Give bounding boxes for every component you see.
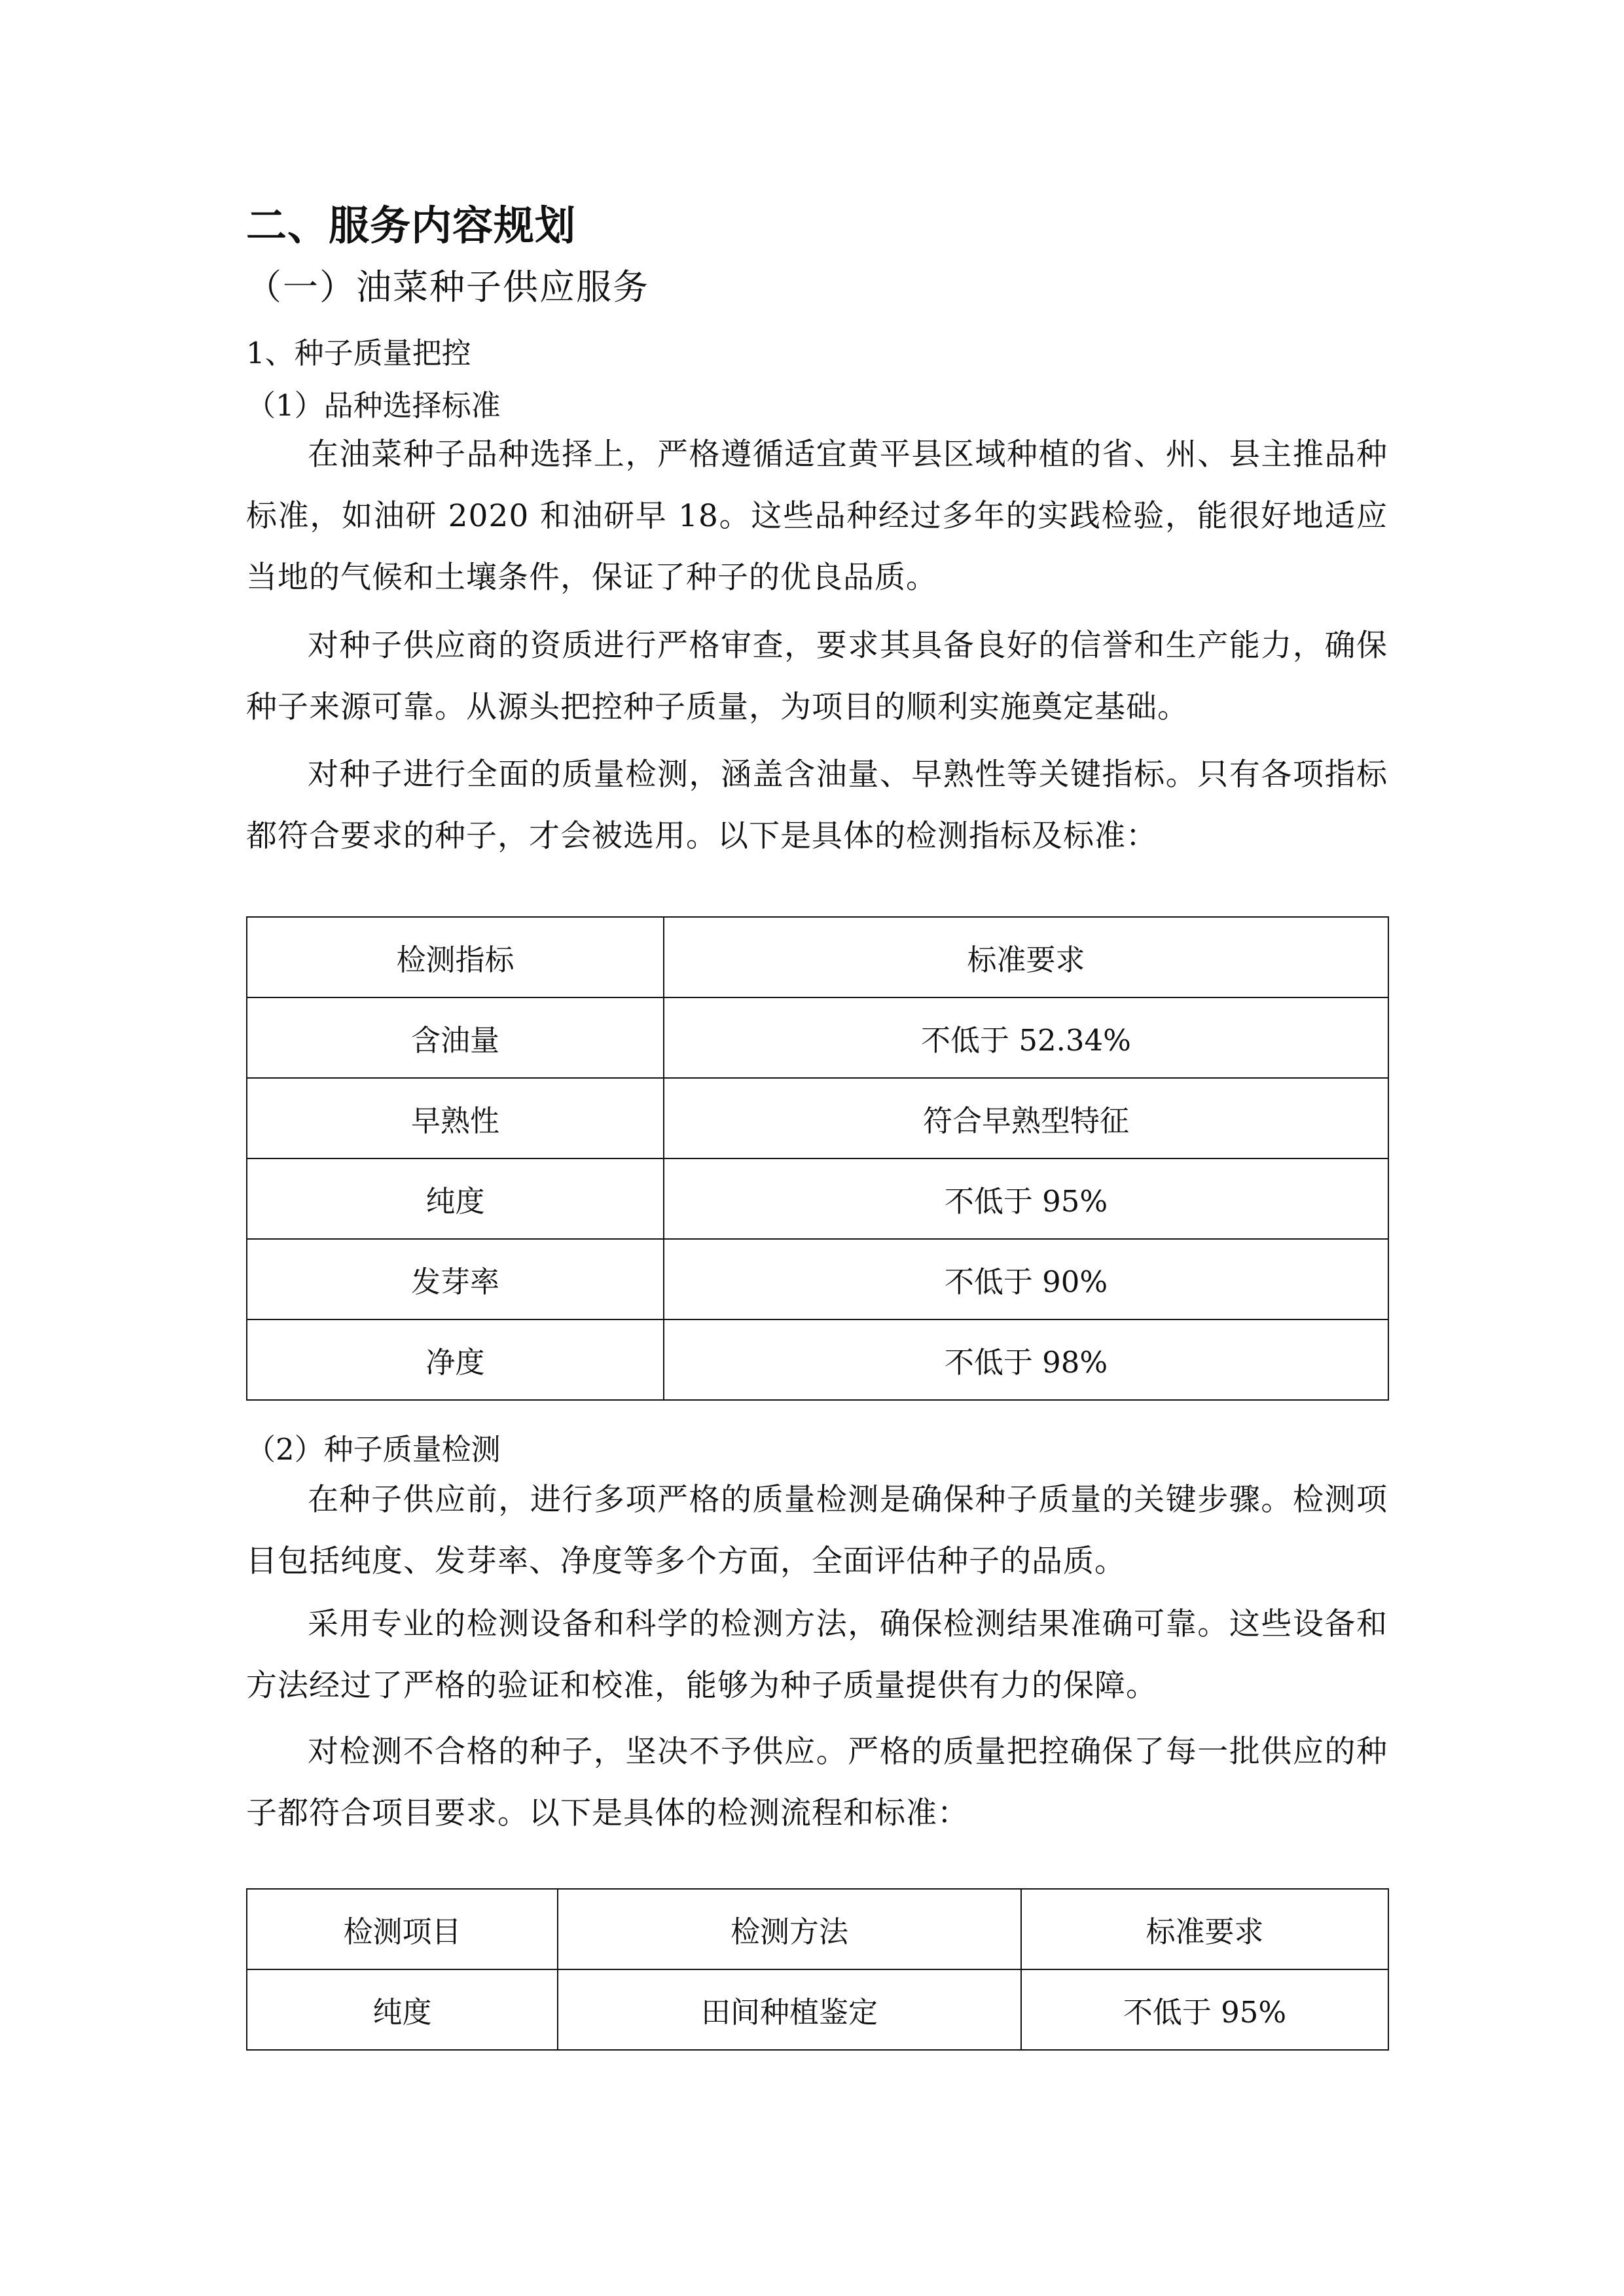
table-row (247, 1239, 1388, 1319)
subheading-quality-testing: （2）种子质量检测 (246, 1432, 501, 1467)
table-cell: 纯度 (247, 1969, 558, 2050)
table-row (247, 1078, 1388, 1158)
table-header-row (247, 1889, 1388, 1969)
testing-process-table (246, 1888, 1389, 2051)
table-cell: 田间种植鉴定 (558, 1969, 1021, 2050)
table-header-cell: 标准要求 (664, 917, 1388, 997)
table-row (247, 1158, 1388, 1239)
table-cell: 含油量 (247, 997, 664, 1078)
table-cell: 符合早熟型特征 (664, 1078, 1388, 1158)
table-row (247, 997, 1388, 1078)
table-header-cell: 检测项目 (247, 1889, 558, 1969)
table-cell: 净度 (247, 1319, 664, 1400)
quality-index-table (246, 916, 1389, 1401)
table-header-row (247, 917, 1388, 997)
subheading-variety-selection: （1）品种选择标准 (246, 388, 501, 423)
paragraph: 在种子供应前，进行多项严格的质量检测是确保种子质量的关键步骤。检测项目包括纯度、发芽率、净度等多个方面，全面评估种子的品质。 (246, 1482, 1388, 1579)
table-row (247, 1319, 1388, 1400)
item-heading: 1、种子质量把控 (246, 336, 471, 370)
table-cell: 早熟性 (247, 1078, 664, 1158)
table-cell: 不低于 52.34% (664, 997, 1388, 1078)
paragraph: 对种子供应商的资质进行严格审查，要求其具备良好的信誉和生产能力，确保种子来源可靠。从源头把控种子质量，为项目的顺利实施奠定基础。 (246, 628, 1388, 725)
table-cell: 不低于 95% (664, 1158, 1388, 1239)
paragraph: 对检测不合格的种子，坚决不予供应。严格的质量把控确保了每一批供应的种子都符合项目要求。以下是具体的检测流程和标准： (246, 1734, 1388, 1831)
paragraph: 对种子进行全面的质量检测，涵盖含油量、早熟性等关键指标。只有各项指标都符合要求的种子，才会被选用。以下是具体的检测指标及标准： (246, 757, 1388, 854)
table-cell: 发芽率 (247, 1239, 664, 1319)
table-cell: 不低于 95% (1021, 1969, 1388, 2050)
paragraph: 在油菜种子品种选择上，严格遵循适宜黄平县区域种植的省、州、县主推品种标准，如油研 2020 和油研早 18。这些品种经过多年的实践检验，能很好地适应当地的气候和土壤条件，保证了种子的优良品质。 (246, 437, 1388, 596)
section-subtitle: （一）油菜种子供应服务 (246, 266, 649, 308)
table-header-cell: 标准要求 (1021, 1889, 1388, 1969)
table-header-cell: 检测指标 (247, 917, 664, 997)
table-cell: 不低于 98% (664, 1319, 1388, 1400)
section-title: 二、服务内容规划 (246, 202, 577, 249)
table-cell: 不低于 90% (664, 1239, 1388, 1319)
table-row (247, 1969, 1388, 2050)
paragraph: 采用专业的检测设备和科学的检测方法，确保检测结果准确可靠。这些设备和方法经过了严格的验证和校准，能够为种子质量提供有力的保障。 (246, 1606, 1388, 1704)
table-cell: 纯度 (247, 1158, 664, 1239)
table-header-cell: 检测方法 (558, 1889, 1021, 1969)
